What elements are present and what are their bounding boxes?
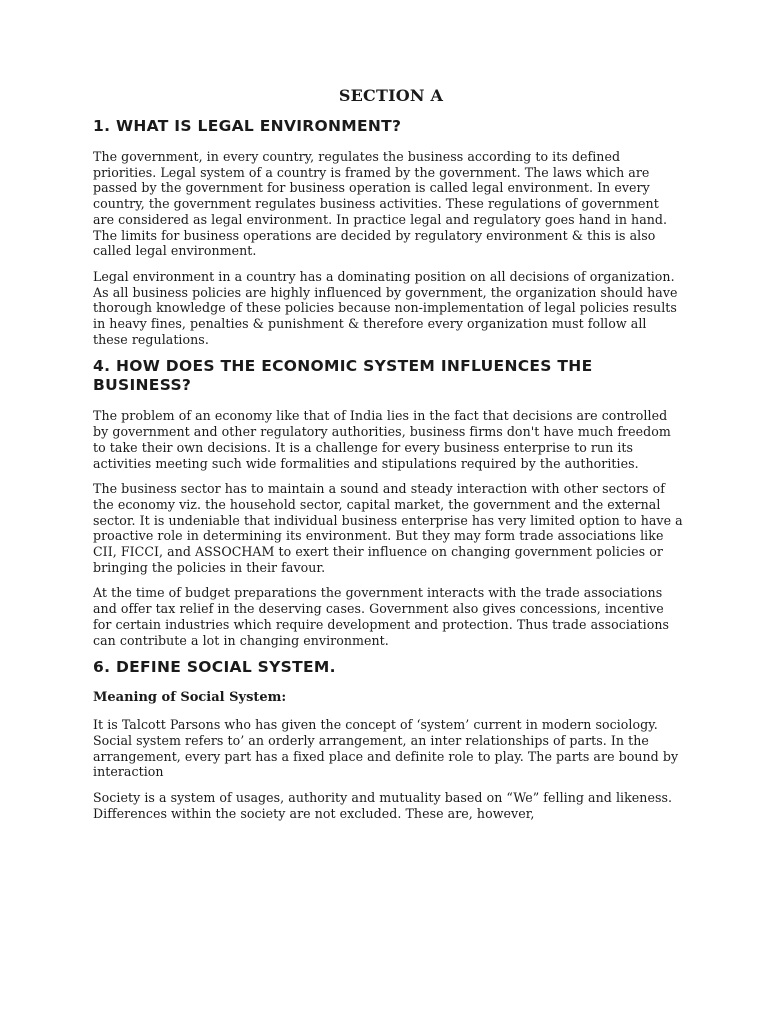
question-6-paragraph-1: It is Talcott Parsons who has given the concept of ‘system’ current in modern sociology. Social system refers to’ an orderly arrangement, an inter relationships of parts. In the arrangement, every part has a fixed place and definite role to play. The parts are bound by interaction <box>93 717 679 780</box>
question-6-subheading: Meaning of Social System: <box>93 690 287 706</box>
question-4-paragraph-2: The business sector has to maintain a sound and steady interaction with other sectors of the economy viz. the household sector, capital market, the government and the external sector. It is undeniable that individual business enterprise has very limited option to have a proactive role in determining its environment. But they may form trade associations like CII, FICCI, and ASSOCHAM to exert their influence on changing government policies or bringing the policies in their favour. <box>93 481 683 575</box>
section-title: SECTION A <box>338 86 444 105</box>
question-4-heading: 4. HOW DOES THE ECONOMIC SYSTEM INFLUENCES THE BUSINESS? <box>93 357 593 395</box>
question-1-paragraph-1: The government, in every country, regulates the business according to its defined priorities. Legal system of a country is framed by the government. The laws which are passed by the government for business operation is called legal environment. In every country, the government regulates business activities. These regulations of government are considered as legal environment. In practice legal and regulatory goes hand in hand. The limits for business operations are decided by regulatory environment & this is also called legal environment. <box>93 149 668 259</box>
question-6-heading: 6. DEFINE SOCIAL SYSTEM. <box>93 658 336 677</box>
question-4-paragraph-1: The problem of an economy like that of India lies in the fact that decisions are controlled by government and other regulatory authorities, business firms don't have much freedom to take their own decisions. It is a challenge for every business enterprise to run its activities meeting such wide formalities and stipulations required by the authorities. <box>93 408 671 471</box>
question-1-heading: 1. WHAT IS LEGAL ENVIRONMENT? <box>93 117 402 135</box>
question-1-paragraph-2: Legal environment in a country has a dominating position on all decisions of organization. As all business policies are highly influenced by government, the organization should have thorough knowledge of these policies because non-implementation of legal policies results in heavy fines, penalties & punishment & therefore every organization must follow all these regulations. <box>93 268 678 347</box>
document-page <box>93 86 683 832</box>
question-6-paragraph-2: Society is a system of usages, authority and mutuality based on “We” felling and likeness. Differences within the society are not excluded. These are, however, <box>93 790 673 821</box>
question-4-paragraph-3: At the time of budget preparations the government interacts with the trade associations and offer tax relief in the deserving cases. Government also gives concessions, incentive for certain industries which require development and protection. Thus trade associations can contribute a lot in changing environment. <box>93 585 670 648</box>
